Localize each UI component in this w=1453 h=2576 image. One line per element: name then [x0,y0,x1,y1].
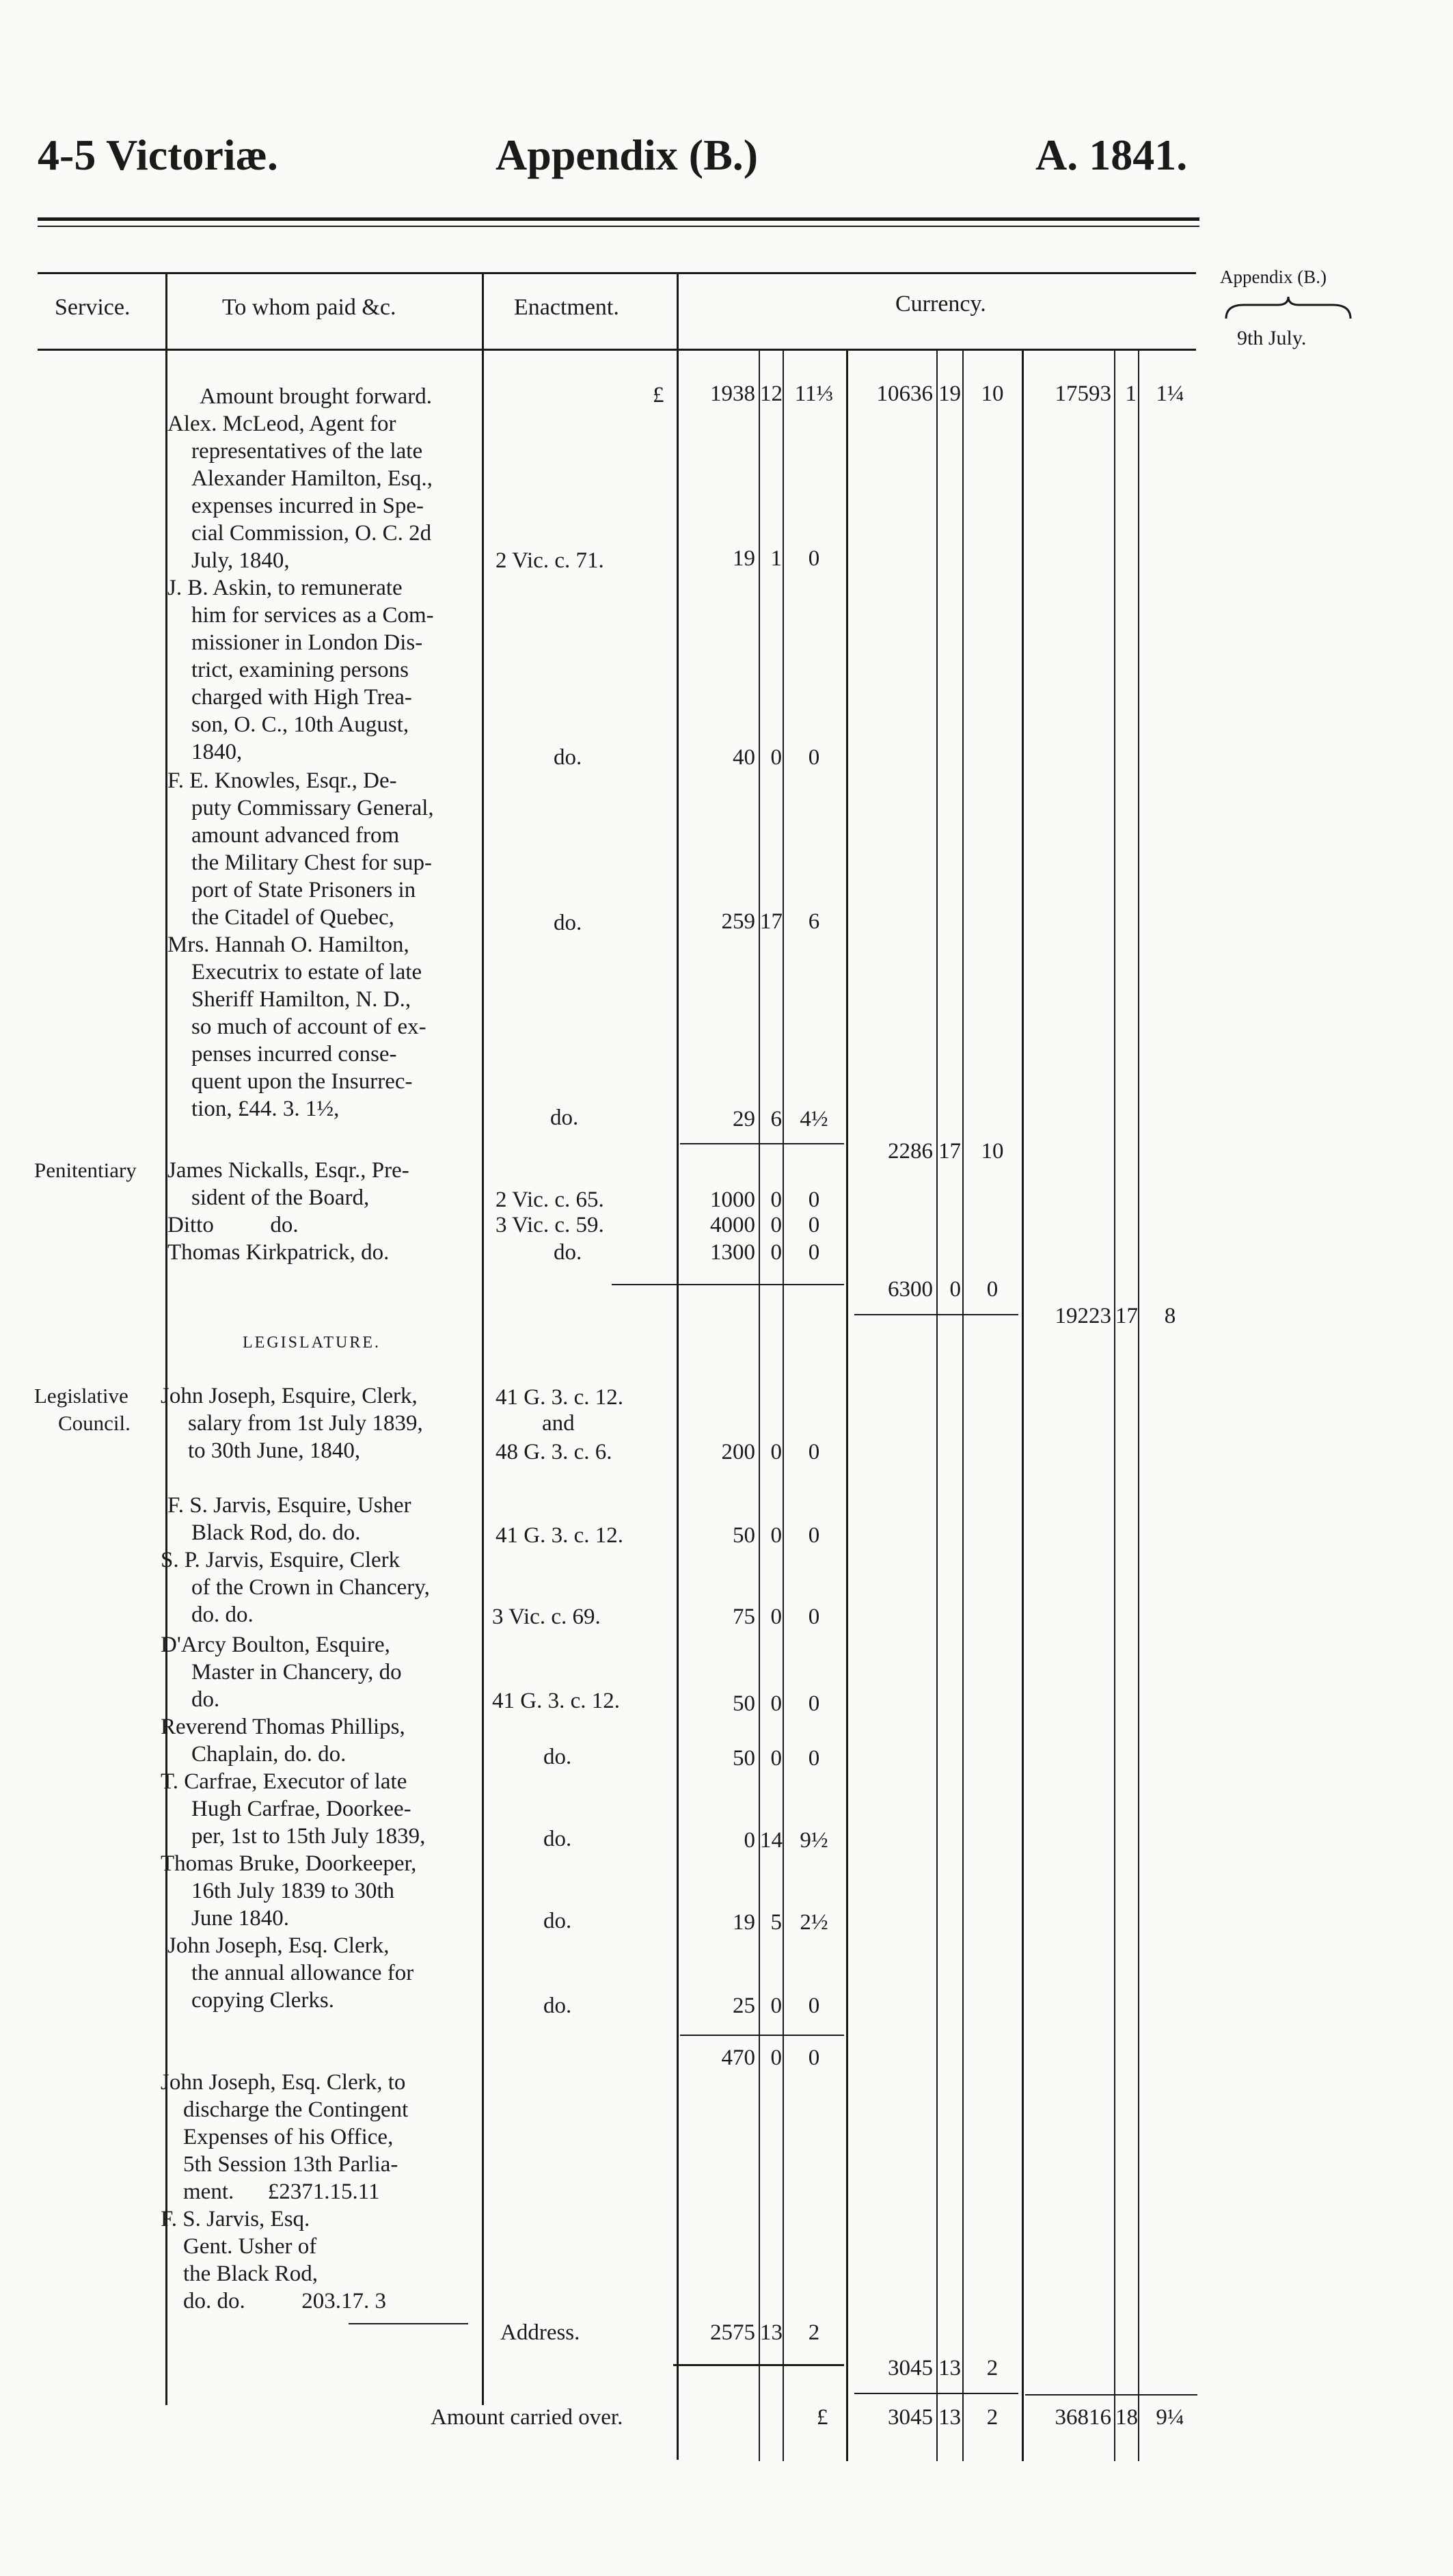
sum-rule [1025,2394,1197,2396]
leg-subtotal2-pounds: 3045 [888,2356,933,2380]
leg-line: of the Crown in Chancery, [191,1575,430,1600]
brought-b-shillings: 19 [938,381,961,406]
amt-pounds: 200 [721,1440,755,1464]
leg-subtotal-pounds: 470 [721,2045,755,2070]
leg-enactment: 41 G. 3. c. 12. [495,1385,623,1410]
amt-pounds: 259 [721,909,755,934]
amt-pence: 0 [808,745,820,770]
brought-b-pounds: 10636 [876,381,933,406]
amt-shillings: 0 [770,1523,782,1548]
amt-shillings: 0 [770,1691,782,1716]
leg-line: salary from 1st July 1839, [188,1411,423,1436]
service-legislative: Legislative [34,1384,128,1408]
entry-line: amount advanced from [191,823,400,848]
col-header-service: Service. [55,295,131,320]
pen-enactment: do. [554,1240,582,1265]
amt-pence: 0 [808,1188,820,1212]
entry-line: Executrix to estate of late [191,960,422,984]
entry-line: charged with High Trea- [191,685,412,710]
col-header-paid: To whom paid &c. [222,295,396,320]
carried-c-pounds: 36816 [1055,2405,1111,2430]
leg-enactment: do. [543,1909,572,1933]
leg-subtotal-pence: 0 [808,2045,820,2070]
entry-line: him for services as a Com- [191,603,434,628]
amt-shillings: 17 [760,909,783,934]
entry-line: son, O. C., 10th August, [191,712,409,737]
amt-pence: 4½ [800,1107,828,1131]
amt-pounds: 40 [733,745,755,770]
entry-line: Alexander Hamilton, Esq., [191,466,433,491]
total-pounds: 19223 [1055,1304,1111,1328]
amt-pence: 0 [808,1605,820,1629]
leg-line: S. P. Jarvis, Esquire, Clerk [161,1548,400,1572]
entry-enactment: do. [550,1105,579,1130]
amt-pence: 2½ [800,1910,828,1935]
leg-line: do. [191,1687,220,1712]
amt-pounds: 19 [733,1910,755,1935]
amt-pence: 0 [808,546,820,571]
amt-shillings: 0 [770,745,782,770]
leg-subtotal2-pence: 2 [986,2356,999,2380]
leg-line: June 1840. [191,1906,289,1931]
pen-subtotal-pence: 0 [986,1277,999,1302]
leg-line: D'Arcy Boulton, Esquire, [161,1633,390,1657]
contingent-line: 5th Session 13th Parlia- [183,2152,398,2177]
entry-line: 1840, [191,740,243,764]
entry-line: representatives of the late [191,439,423,464]
col-line-4 [759,349,760,2461]
leg-line: Thomas Bruke, Doorkeeper, [161,1851,417,1876]
leg-line: 16th July 1839 to 30th [191,1879,395,1903]
amt-pence: 9½ [800,1828,828,1853]
entry-line: tion, £44. 3. 1½, [191,1097,340,1121]
sum-rule [680,2035,844,2036]
entry-line: penses incurred conse- [191,1042,397,1066]
header-rule-thin [38,226,1199,227]
header-rule-thick [38,217,1199,221]
amt-shillings: 6 [770,1107,782,1131]
col-line-5 [783,349,784,2461]
subtotal1-shillings: 17 [938,1139,961,1164]
entry-line: puty Commissary General, [191,796,434,820]
amt-shillings: 0 [770,1188,782,1212]
leg-line: T. Carfrae, Executor of late [161,1769,407,1794]
total-pence: 8 [1164,1304,1176,1328]
pen-line: Thomas Kirkpatrick, do. [167,1240,390,1265]
leg-enactment: and [542,1411,575,1436]
leg-line: F. S. Jarvis, Esquire, Usher [167,1493,411,1518]
col-header-currency: Currency. [895,291,986,317]
pen-line: James Nickalls, Esqr., Pre- [167,1158,409,1183]
amt-pounds: 2575 [710,2320,755,2345]
entry-line: July, 1840, [191,548,290,573]
service-penitentiary: Penitentiary [34,1158,137,1182]
leg-subtotal-shillings: 0 [770,2045,782,2070]
entry-line: the Military Chest for sup- [191,850,432,875]
brought-c-pounds: 17593 [1055,381,1111,406]
amt-shillings: 0 [770,1746,782,1771]
amt-pounds: 25 [733,1994,755,2018]
pen-subtotal-shillings: 0 [949,1277,961,1302]
col-line-2 [482,272,484,2405]
leg-line: John Joseph, Esq. Clerk, [167,1933,390,1958]
leg-enactment: 48 G. 3. c. 6. [495,1440,612,1464]
leg-line: per, 1st to 15th July 1839, [191,1824,426,1849]
amt-shillings: 5 [770,1910,782,1935]
amt-pounds: 4000 [710,1213,755,1237]
sum-rule [673,2364,844,2366]
leg-enactment: do. [543,1827,572,1851]
sum-rule [854,2393,1018,2394]
col-line-6 [846,349,848,2461]
sum-rule [854,1314,1018,1315]
leg-enactment: 3 Vic. c. 69. [492,1605,601,1629]
amt-pence: 0 [808,1691,820,1716]
leg-subtotal2-shillings: 13 [938,2356,961,2380]
header-center: Appendix (B.) [495,131,759,179]
amt-pounds: 29 [733,1107,755,1131]
amt-pence: 6 [808,909,820,934]
table-top-rule [38,272,1196,274]
amt-pounds: 50 [733,1746,755,1771]
carried-pound: £ [817,2405,828,2430]
leg-line: John Joseph, Esquire, Clerk, [161,1384,418,1408]
pen-subtotal-pounds: 6300 [888,1277,933,1302]
amt-shillings: 1 [770,546,782,571]
contingent-line: Gent. Usher of [183,2234,317,2259]
col-line-11 [1138,349,1139,2461]
side-note-label: Appendix (B.) [1220,267,1327,287]
entry-line: missioner in London Dis- [191,630,423,655]
contingent-line: John Joseph, Esq. Clerk, to [161,2070,406,2095]
contingent-line: ment. £2371.15.11 [183,2179,380,2204]
amt-pence: 0 [808,1523,820,1548]
pen-line: Ditto do. [167,1213,299,1237]
carried-b-pence: 2 [986,2405,999,2430]
brought-c-shillings: 1 [1125,381,1137,406]
amt-pounds: 50 [733,1691,755,1716]
carried-over-label: Amount carried over. [431,2405,623,2430]
carried-b-pounds: 3045 [888,2405,933,2430]
contingent-enactment: Address. [500,2320,580,2345]
pen-enactment: 2 Vic. c. 65. [495,1188,604,1212]
amt-pence: 2 [808,2320,820,2345]
leg-line: the annual allowance for [191,1961,414,1985]
amt-pence: 0 [808,1994,820,2018]
col-line-7 [936,349,938,2461]
side-note-brace [1223,294,1353,321]
brought-forward-label: Amount brought forward. [200,384,433,409]
subtotal1-pence: 10 [981,1139,1004,1164]
pen-enactment: 3 Vic. c. 59. [495,1213,604,1237]
leg-line: Chaplain, do. do. [191,1742,347,1767]
carried-b-shillings: 13 [938,2405,961,2430]
amt-shillings: 0 [770,1213,782,1237]
entry-line: the Citadel of Quebec, [191,905,394,930]
entry-line: Mrs. Hannah O. Hamilton, [167,933,409,957]
brought-b-pence: 10 [981,381,1004,406]
sum-rule [612,1284,844,1285]
amt-pounds: 1000 [710,1188,755,1212]
entry-line: J. B. Askin, to remunerate [167,576,403,600]
entry-line: expenses incurred in Spe- [191,494,424,518]
entry-line: Sheriff Hamilton, N. D., [191,987,411,1012]
amt-shillings: 13 [760,2320,783,2345]
amt-pence: 0 [808,1440,820,1464]
col-header-enactment: Enactment. [514,295,619,320]
leg-line: copying Clerks. [191,1988,334,2013]
carried-c-shillings: 18 [1115,2405,1138,2430]
contingent-line: F. S. Jarvis, Esq. [161,2207,310,2231]
leg-line: Master in Chancery, do [191,1660,402,1685]
contingent-line: Expenses of his Office, [183,2125,394,2149]
leg-line: do. do. [191,1602,254,1627]
leg-enactment: do. [543,1994,572,2018]
entry-line: Alex. McLeod, Agent for [167,412,396,436]
amt-pence: 0 [808,1213,820,1237]
entry-enactment: 2 Vic. c. 71. [495,548,604,573]
leg-line: to 30th June, 1840, [188,1438,361,1463]
col-line-3 [677,272,679,2460]
col-line-8 [962,349,964,2461]
leg-line: Hugh Carfrae, Doorkee- [191,1797,411,1821]
header-left: 4-5 Victoriæ. [38,131,278,179]
leg-line: Reverend Thomas Phillips, [161,1715,405,1739]
amt-shillings: 14 [760,1828,783,1853]
contingent-line: the Black Rod, [183,2262,318,2286]
carried-c-pence: 9¼ [1156,2405,1184,2430]
brought-pound: £ [653,383,664,407]
amt-pounds: 0 [744,1828,755,1853]
amt-pounds: 19 [733,546,755,571]
entry-line: so much of account of ex- [191,1015,426,1039]
contingent-line: do. do. 203.17. 3 [183,2289,386,2313]
amt-shillings: 0 [770,1605,782,1629]
amt-pence: 0 [808,1746,820,1771]
entry-line: quent upon the Insurrec- [191,1069,413,1094]
amt-shillings: 0 [770,1440,782,1464]
entry-line: trict, examining persons [191,658,409,682]
header-right: A. 1841. [1035,131,1188,179]
leg-line: Black Rod, do. do. [191,1520,361,1545]
amt-shillings: 0 [770,1994,782,2018]
leg-enactment: 41 G. 3. c. 12. [492,1689,620,1713]
col-line-10 [1114,349,1115,2461]
amt-shillings: 0 [770,1240,782,1265]
col-line-9 [1022,349,1024,2461]
brought-a-pence: 11⅓ [794,381,834,406]
subtotal1-pounds: 2286 [888,1139,933,1164]
entry-line: cial Commission, O. C. 2d [191,521,432,546]
legislature-heading: LEGISLATURE. [243,1334,381,1352]
entry-line: F. E. Knowles, Esqr., De- [167,768,397,793]
amt-pounds: 75 [733,1605,755,1629]
entry-enactment: do. [554,745,582,770]
entry-enactment: do. [554,911,582,935]
side-note-date: 9th July. [1237,327,1307,349]
amt-pounds: 1300 [710,1240,755,1265]
leg-enactment: 41 G. 3. c. 12. [495,1523,623,1548]
pen-line: sident of the Board, [191,1185,370,1210]
amt-pence: 0 [808,1240,820,1265]
contingent-line: discharge the Contingent [183,2097,409,2122]
brought-a-pounds: 1938 [710,381,755,406]
brought-c-pence: 1¼ [1156,381,1184,406]
amt-pounds: 50 [733,1523,755,1548]
leg-enactment: do. [543,1745,572,1769]
brought-a-shillings: 12 [760,381,783,406]
sum-rule [680,1143,844,1144]
total-shillings: 17 [1115,1304,1138,1328]
service-council: Council. [58,1411,131,1435]
contingent-sum-rule [349,2323,468,2324]
entry-line: port of State Prisoners in [191,878,416,902]
